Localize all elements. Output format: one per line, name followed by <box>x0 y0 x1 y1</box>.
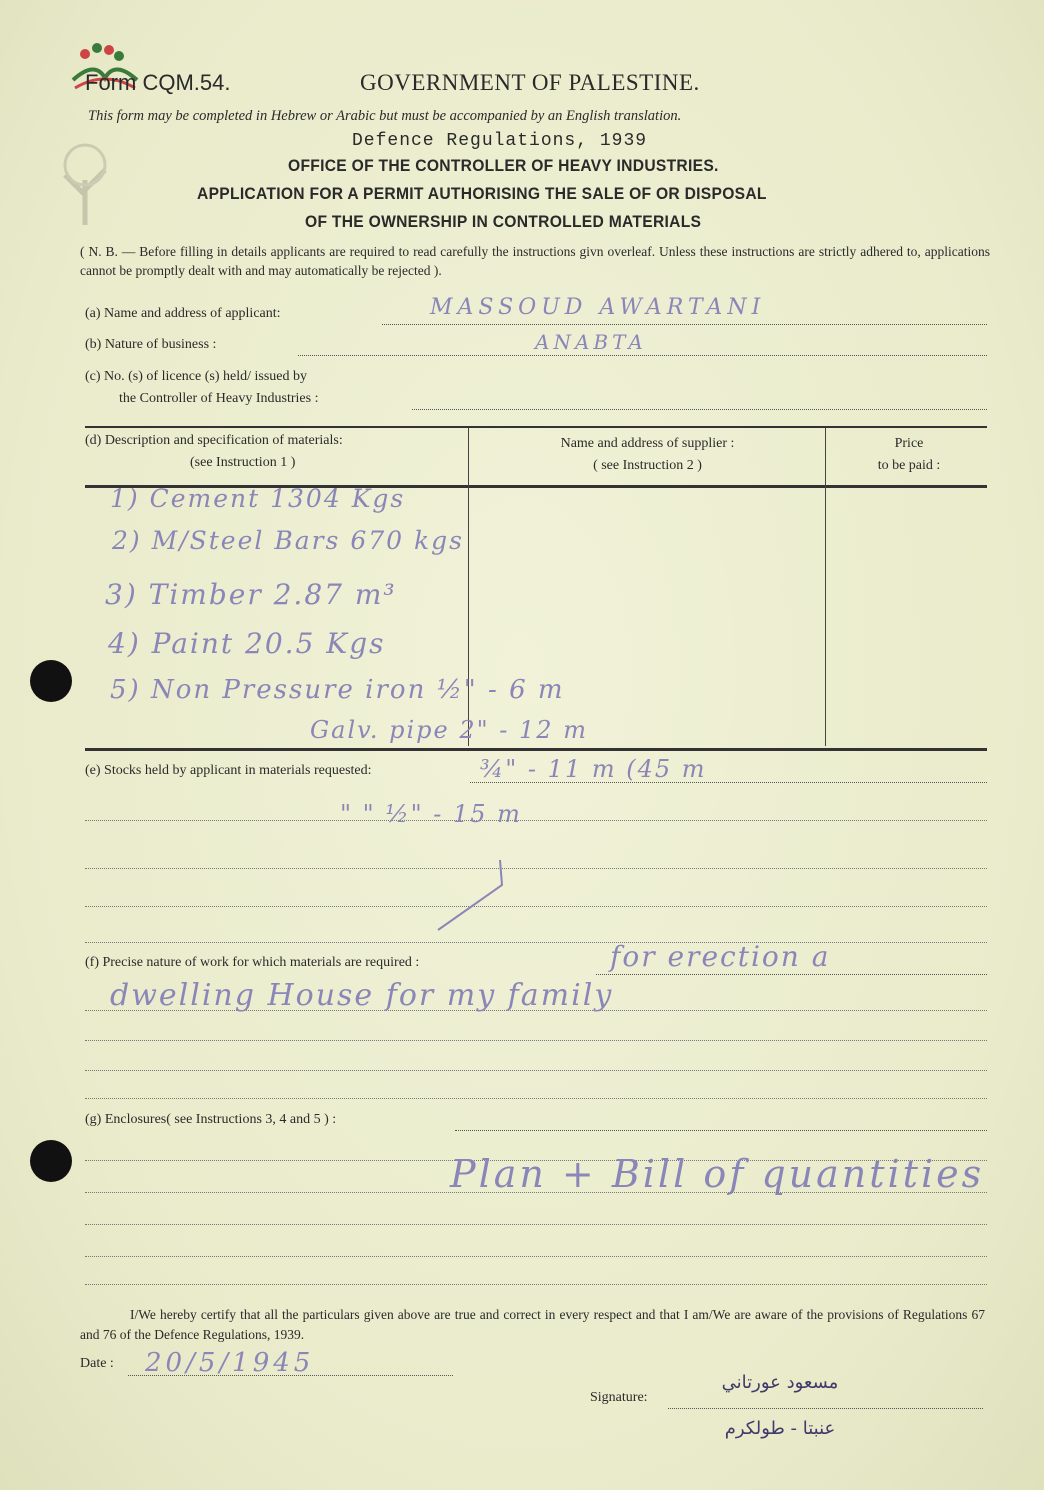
col-supplier-note: ( see Instruction 2 ) <box>593 458 702 473</box>
date-value: 20/5/1945 <box>145 1348 315 1378</box>
date-label: Date : <box>80 1356 114 1371</box>
licence-label-2: the Controller of Heavy Industries : <box>119 391 319 406</box>
business-label: (b) Nature of business : <box>85 337 217 352</box>
business-line <box>298 355 987 356</box>
enclosures-label: (g) Enclosures( see Instructions 3, 4 and 5 ) : <box>85 1112 337 1127</box>
enclosures-rule <box>85 1256 987 1257</box>
instructions-note: ( N. B. — Before filling in details applicants are required to read carefully the instructions givn overleaf. Unless these instructions are strictly adhered to, applications cannot be promptly dealt with and may automatically be rejected ). <box>80 244 990 278</box>
punch-hole <box>30 1140 72 1182</box>
business-value: ANABTA <box>535 330 647 354</box>
strike-mark-icon <box>430 855 510 935</box>
applicant-name-value: MASSOUD AWARTANI <box>430 295 766 320</box>
language-note: This form may be completed in Hebrew or Arabic but must be accompanied by an English translation. <box>88 108 682 124</box>
signature-value-1: مسعود عورتاني <box>721 1372 839 1393</box>
licence-line <box>412 409 987 410</box>
table-top-rule <box>85 426 987 428</box>
office-title: OFFICE OF THE CONTROLLER OF HEAVY INDUSTRIES. <box>288 156 719 175</box>
work-label: (f) Precise nature of work for which materials are required : <box>85 955 420 970</box>
work-value-2: dwelling House for my family <box>110 978 614 1013</box>
material-row: Galv. pipe 2" - 12 m <box>310 716 588 744</box>
applicant-name-label: (a) Name and address of applicant: <box>85 306 281 321</box>
tree-watermark-icon <box>30 140 140 230</box>
col-description-title: (d) Description and specification of materials: <box>85 433 343 448</box>
application-title-line2: OF THE OWNERSHIP IN CONTROLLED MATERIALS <box>305 212 702 231</box>
enclosures-rule <box>85 1284 987 1285</box>
stocks-rule <box>85 906 987 907</box>
col-price-note: to be paid : <box>877 458 941 473</box>
col-description-note: (see Instruction 1 ) <box>190 455 296 470</box>
regulations-title: Defence Regulations, 1939 <box>352 131 648 151</box>
work-rule <box>85 1098 987 1099</box>
material-row: 1) Cement 1304 Kgs <box>110 484 406 513</box>
signature-label: Signature: <box>590 1390 648 1405</box>
applicant-name-line <box>382 324 987 325</box>
col-supplier-header <box>470 433 825 477</box>
work-value-1: for erection a <box>610 940 831 973</box>
punch-hole <box>30 660 72 702</box>
stocks-label: (e) Stocks held by applicant in materials requested: <box>85 763 372 778</box>
col-supplier-title: Name and address of supplier : <box>560 436 735 451</box>
table-bottom-rule <box>85 748 987 751</box>
col-description-header <box>85 430 465 474</box>
col-price-title: Price <box>894 436 924 451</box>
signature-value-2: عنبتا - طولكرم <box>724 1418 836 1439</box>
form-number: Form CQM.54. <box>85 70 231 95</box>
certification-text: I/We hereby certify that all the particulars given above are true and correct in every respect and that I am/We are aware of the provisions of Regulations 67 and 76 of the Defence Regulations, 1939. <box>80 1307 985 1342</box>
material-row: 3) Timber 2.87 m³ <box>105 578 397 611</box>
signature-line <box>668 1408 983 1409</box>
section-rule <box>85 942 987 943</box>
licence-label-1: (c) No. (s) of licence (s) held/ issued by <box>85 369 307 384</box>
work-rule <box>85 1070 987 1071</box>
table-divider-2 <box>825 428 826 746</box>
material-row: 4) Paint 20.5 Kgs <box>108 627 386 660</box>
government-title: GOVERNMENT OF PALESTINE. <box>360 70 700 95</box>
material-row: 2) M/Steel Bars 670 kgs <box>112 526 464 555</box>
work-rule <box>85 1040 987 1041</box>
enclosures-rule <box>85 1224 987 1225</box>
work-line <box>596 974 987 975</box>
col-price-header <box>830 433 988 477</box>
material-row: 5) Non Pressure iron ½" - 6 m <box>110 675 565 705</box>
stocks-value-2: " " ½" - 15 m <box>340 800 522 828</box>
application-title-line1: APPLICATION FOR A PERMIT AUTHORISING THE SALE OF OR DISPOSAL <box>197 184 767 203</box>
stocks-rule <box>85 868 987 869</box>
stocks-rule <box>85 820 987 821</box>
enclosures-rule <box>85 1192 987 1193</box>
stocks-value-1: ¾" - 11 m (45 m <box>480 755 707 783</box>
enclosures-line <box>455 1130 987 1131</box>
enclosures-value: Plan + Bill of quantities <box>450 1152 985 1196</box>
